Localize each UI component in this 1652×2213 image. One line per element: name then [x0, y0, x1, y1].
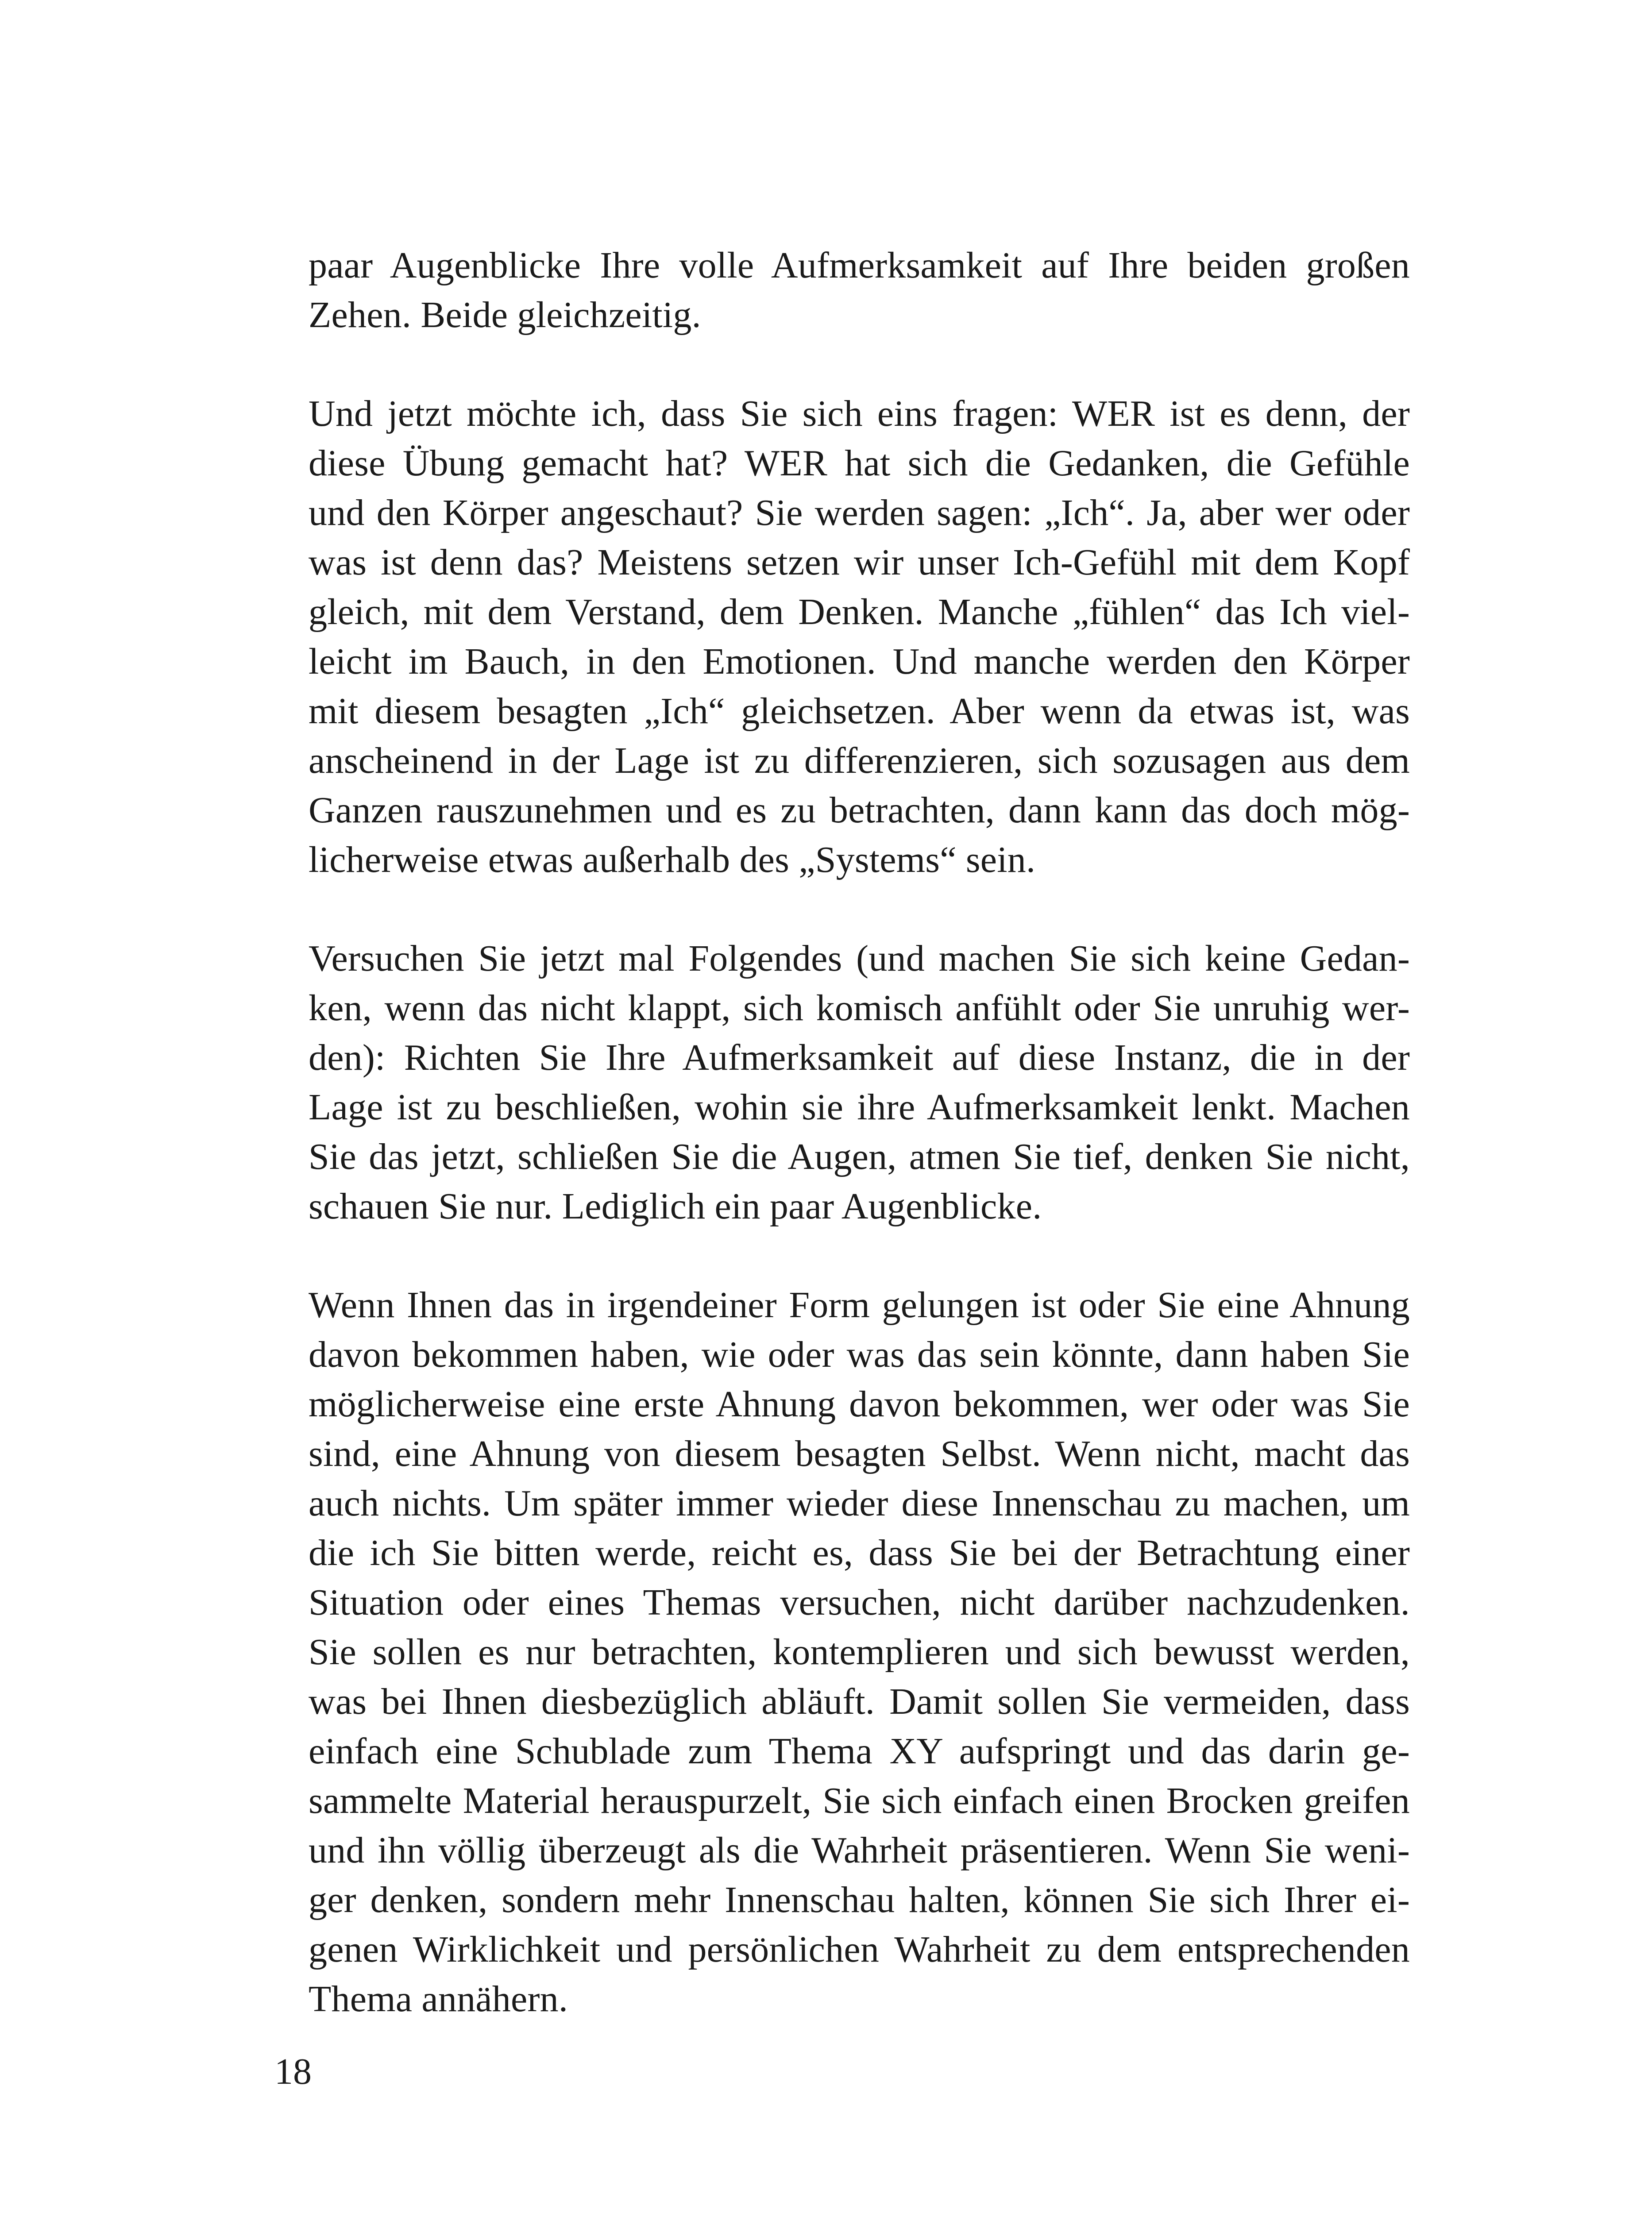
text-line: und ihn völlig überzeugt als die Wahrheit präsentieren. Wenn Sie weni- [309, 1830, 1410, 1871]
paragraph-3 [309, 934, 1410, 1231]
text-line: paar Augenblicke Ihre volle Aufmerksamkeit auf Ihre beiden großen [309, 245, 1410, 286]
text-line: Lage ist zu beschließen, wohin sie ihre Aufmerksamkeit lenkt. Machen [309, 1087, 1410, 1128]
text-line: Wenn Ihnen das in irgendeiner Form gelungen ist oder Sie eine Ahnung [309, 1284, 1410, 1326]
text-line: und den Körper angeschaut? Sie werden sagen: „Ich“. Ja, aber wer oder [309, 492, 1410, 533]
text-line: Thema annähern. [309, 1978, 568, 2020]
text-line: Ganzen rauszunehmen und es zu betrachten, dann kann das doch mög- [309, 790, 1410, 831]
text-line: mit diesem besagten „Ich“ gleichsetzen. Aber wenn da etwas ist, was [309, 690, 1410, 732]
text-line: Situation oder eines Themas versuchen, nicht darüber nachzudenken. [309, 1582, 1410, 1623]
text-line: was ist denn das? Meistens setzen wir unser Ich-Gefühl mit dem Kopf [309, 542, 1410, 583]
text-line: Versuchen Sie jetzt mal Folgendes (und machen Sie sich keine Gedan- [309, 938, 1410, 979]
text-line: den): Richten Sie Ihre Aufmerksamkeit auf diese Instanz, die in der [309, 1037, 1410, 1078]
text-line: anscheinend in der Lage ist zu differenzieren, sich sozusagen aus dem [309, 740, 1410, 781]
text-line: was bei Ihnen diesbezüglich abläuft. Damit sollen Sie vermeiden, dass [309, 1681, 1410, 1722]
text-line: Zehen. Beide gleichzeitig. [309, 294, 701, 335]
text-line: sammelte Material herauspurzelt, Sie sich einfach einen Brocken greifen [309, 1780, 1410, 1821]
text-line: auch nichts. Um später immer wieder diese Innenschau zu machen, um [309, 1483, 1410, 1524]
text-line: diese Übung gemacht hat? WER hat sich die Gedanken, die Gefühle [309, 443, 1410, 484]
text-line: Sie sollen es nur betrachten, kontemplieren und sich bewusst werden, [309, 1631, 1410, 1673]
text-line: möglicherweise eine erste Ahnung davon bekommen, wer oder was Sie [309, 1384, 1410, 1425]
text-line: licherweise etwas außerhalb des „Systems“ sein. [309, 839, 1036, 880]
text-line: sind, eine Ahnung von diesem besagten Selbst. Wenn nicht, macht das [309, 1433, 1410, 1474]
text-line: Und jetzt möchte ich, dass Sie sich eins fragen: WER ist es denn, der [309, 393, 1410, 434]
paragraph-1 [309, 241, 1410, 340]
text-line: ken, wenn das nicht klappt, sich komisch anfühlt oder Sie unruhig wer- [309, 987, 1410, 1029]
text-line: leicht im Bauch, in den Emotionen. Und manche werden den Körper [309, 641, 1410, 682]
text-line: genen Wirklichkeit und persönlichen Wahrheit zu dem entsprechenden [309, 1929, 1410, 1970]
text-line: davon bekommen haben, wie oder was das sein könnte, dann haben Sie [309, 1334, 1410, 1375]
page-number: 18 [274, 2051, 312, 2092]
text-line: einfach eine Schublade zum Thema XY aufspringt und das darin ge- [309, 1731, 1410, 1772]
text-line: schauen Sie nur. Lediglich ein paar Augenblicke. [309, 1186, 1042, 1227]
text-line: gleich, mit dem Verstand, dem Denken. Manche „fühlen“ das Ich viel- [309, 591, 1410, 632]
paragraph-2 [309, 389, 1410, 885]
paragraph-4 [309, 1280, 1410, 2024]
text-line: ger denken, sondern mehr Innenschau halten, können Sie sich Ihrer ei- [309, 1879, 1410, 1920]
text-line: die ich Sie bitten werde, reicht es, dass Sie bei der Betrachtung einer [309, 1532, 1410, 1573]
body-text [309, 241, 1410, 2073]
text-line: Sie das jetzt, schließen Sie die Augen, atmen Sie tief, denken Sie nicht, [309, 1136, 1410, 1177]
